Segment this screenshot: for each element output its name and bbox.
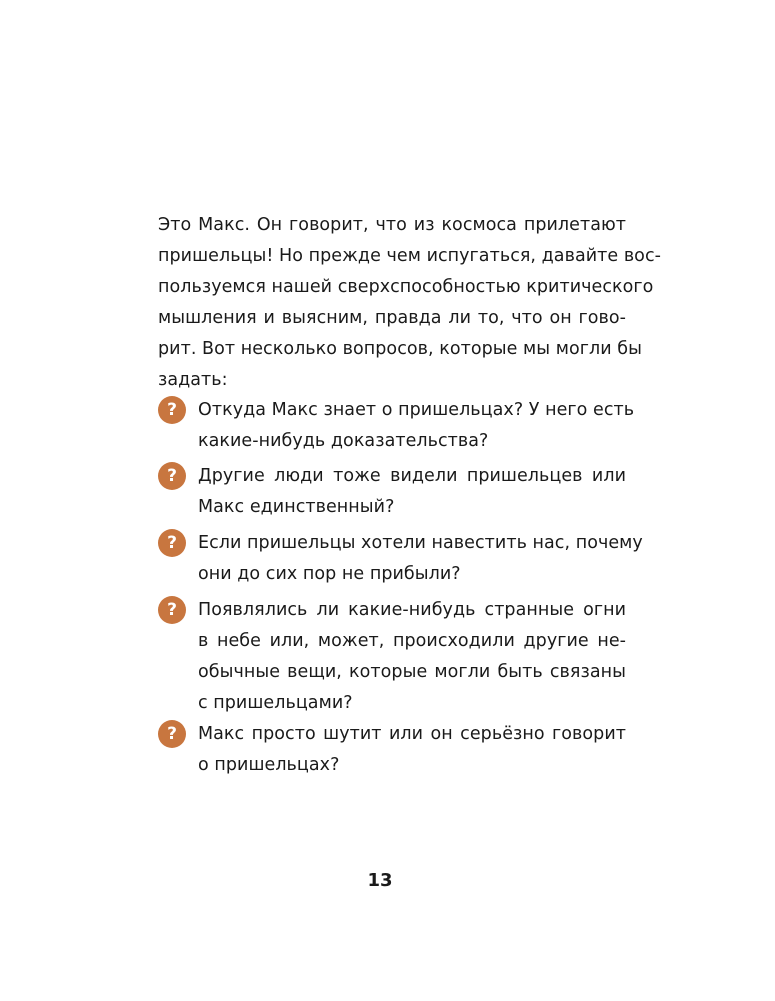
question-line: какие-нибудь доказательства? (198, 431, 489, 451)
question-line: о пришельцах? (198, 755, 340, 775)
intro-paragraph (158, 210, 661, 396)
question-item-4 (158, 595, 626, 719)
question-item-5 (158, 719, 626, 781)
page-number: 13 (367, 870, 393, 891)
intro-line: пользуемся нашей сверхспособностью критического (158, 277, 654, 297)
question-line: Макс единственный? (198, 497, 395, 517)
question-line: они до сих пор не прибыли? (198, 564, 461, 584)
question-text (198, 528, 643, 590)
intro-line: Это Макс. Он говорит, что из космоса прилетают (158, 215, 626, 235)
question-mark-symbol: ? (167, 400, 177, 420)
question-mark-symbol: ? (167, 533, 177, 553)
question-item-1 (158, 395, 635, 457)
question-text (198, 461, 626, 523)
question-text (198, 719, 626, 781)
question-line: в небе или, может, происходили другие не- (198, 631, 626, 651)
intro-line: задать: (158, 370, 228, 390)
question-mark-icon (158, 720, 186, 748)
question-text (198, 595, 626, 719)
question-line: Макс просто шутит или он серьёзно говорит (198, 724, 626, 744)
intro-line: пришельцы! Но прежде чем испугаться, давайте вос- (158, 246, 661, 266)
intro-line: рит. Вот несколько вопросов, которые мы могли бы (158, 339, 643, 359)
question-line: с пришельцами? (198, 693, 353, 713)
question-mark-icon (158, 462, 186, 490)
question-line: Появлялись ли какие-нибудь странные огни (198, 600, 626, 620)
question-mark-icon (158, 596, 186, 624)
question-mark-symbol: ? (167, 724, 177, 744)
intro-line: мышления и выясним, правда ли то, что он гово- (158, 308, 626, 328)
question-line: Если пришельцы хотели навестить нас, почему (198, 533, 643, 553)
question-line: Другие люди тоже видели пришельцев или (198, 466, 626, 486)
question-text (198, 395, 635, 457)
question-mark-symbol: ? (167, 466, 177, 486)
question-line: Откуда Макс знает о пришельцах? У него есть (198, 400, 635, 420)
question-line: обычные вещи, которые могли быть связаны (198, 662, 626, 682)
question-item-3 (158, 528, 643, 590)
question-item-2 (158, 461, 626, 523)
question-mark-icon (158, 396, 186, 424)
question-mark-symbol: ? (167, 600, 177, 620)
question-mark-icon (158, 529, 186, 557)
